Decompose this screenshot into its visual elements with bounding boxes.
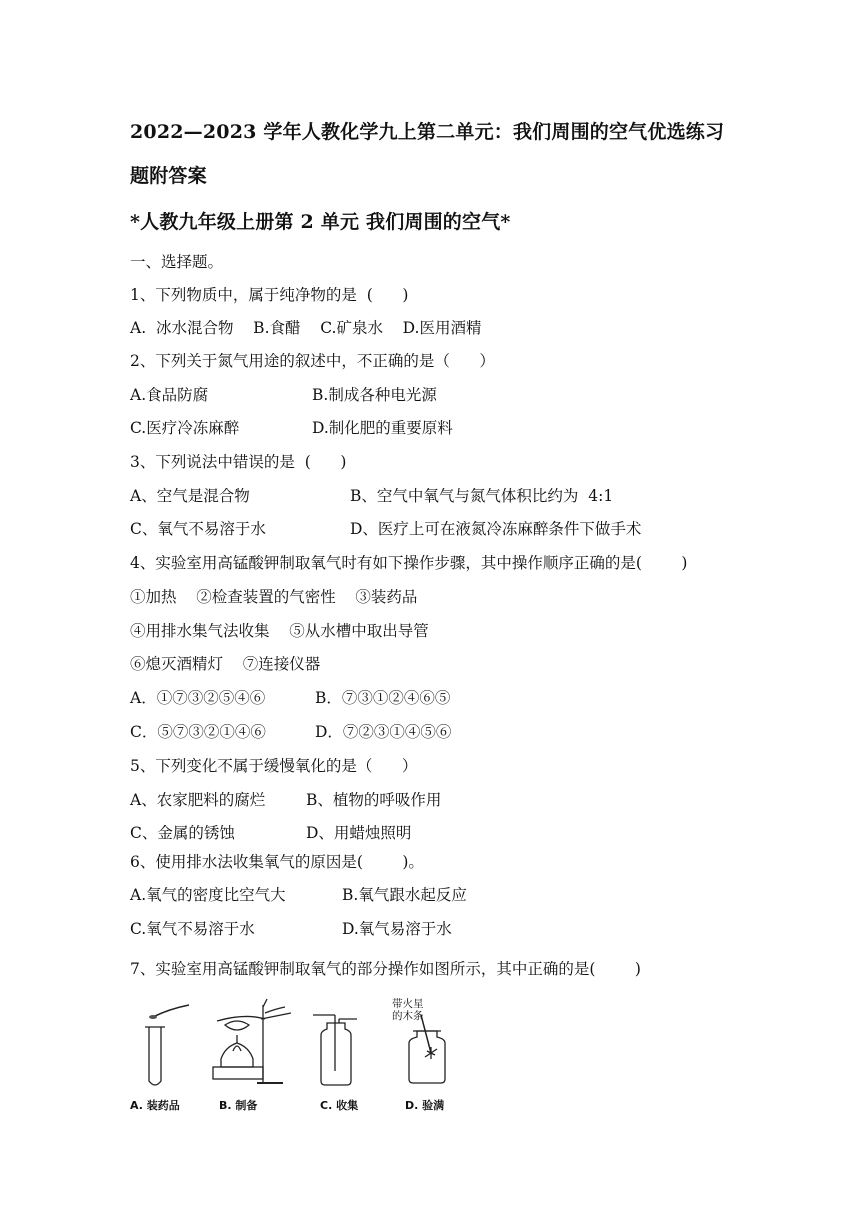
- collection-bottle-illustration: [313, 1015, 357, 1085]
- question-2-option-b: B.制成各种电光源: [312, 386, 437, 404]
- question-2-stem: 2、下列关于氮气用途的叙述中，不正确的是（ ）: [130, 352, 495, 370]
- question-5-option-d: D、用蜡烛照明: [306, 824, 412, 842]
- question-4-steps-1: ①加热 ②检查装置的气密性 ③装药品: [130, 588, 418, 606]
- splint-label-line-1: 带火星: [392, 998, 424, 1010]
- question-6-option-a: A.氧气的密度比空气大: [130, 886, 286, 904]
- question-4-steps-2: ④用排水集气法收集 ⑤从水槽中取出导管: [130, 622, 429, 640]
- document-title-line-2: 题附答案: [130, 165, 207, 187]
- question-3-option-a: A、空气是混合物: [130, 487, 250, 505]
- question-5-option-c: C、金属的锈蚀: [130, 824, 235, 842]
- question-4-option-d: D．⑦②③①④⑤⑥: [315, 723, 452, 741]
- verification-bottle-illustration: [409, 1015, 445, 1083]
- figure-caption-a: A. 装药品: [130, 1099, 180, 1112]
- question-7-stem: 7、实验室用高锰酸钾制取氧气的部分操作如图所示，其中正确的是( ): [130, 960, 641, 978]
- question-1-stem: 1、下列物质中，属于纯净物的是 ( ): [130, 286, 409, 304]
- question-3-stem: 3、下列说法中错误的是 ( ): [130, 453, 347, 471]
- question-2-option-a: A.食品防腐: [130, 386, 209, 404]
- question-4-steps-3: ⑥熄灭酒精灯 ⑦连接仪器: [130, 655, 321, 673]
- splint-label: [392, 998, 424, 1022]
- question-5-stem: 5、下列变化不属于缓慢氧化的是（ ）: [130, 757, 418, 775]
- question-3-option-d: D、医疗上可在液氮冷冻麻醉条件下做手术: [350, 520, 642, 538]
- question-4-stem: 4、实验室用高锰酸钾制取氧气时有如下操作步骤，其中操作顺序正确的是( ): [130, 554, 688, 572]
- question-5-option-b: B、植物的呼吸作用: [306, 791, 442, 809]
- figure-caption-c: C. 收集: [320, 1099, 359, 1112]
- question-2-option-d: D.制化肥的重要原料: [312, 419, 453, 437]
- question-6-option-c: C.氧气不易溶于水: [130, 920, 255, 938]
- document-title-line-1: 2022—2023 学年人教化学九上第二单元：我们周围的空气优选练习: [130, 121, 725, 143]
- question-6-option-b: B.氧气跟水起反应: [342, 886, 467, 904]
- question-1-options: A. 冰水混合物 B.食醋 C.矿泉水 D.医用酒精: [130, 319, 482, 337]
- document-subtitle: *人教九年级上册第 2 单元 我们周围的空气*: [130, 211, 511, 233]
- question-2-option-c: C.医疗冷冻麻醉: [130, 419, 240, 437]
- section-heading: 一、选择题。: [130, 253, 224, 271]
- question-3-option-c: C、氧气不易溶于水: [130, 520, 266, 538]
- question-6-option-d: D.氧气易溶于水: [342, 920, 452, 938]
- heating-apparatus-illustration: [213, 999, 291, 1083]
- figure-caption-d: D. 验满: [405, 1099, 445, 1112]
- question-4-option-b: B．⑦③①②④⑥⑤: [315, 689, 451, 707]
- question-4-option-c: C．⑤⑦③②①④⑥: [130, 723, 266, 741]
- question-3-option-b: B、空气中氧气与氮气体积比约为 4:1: [350, 487, 614, 505]
- question-5-option-a: A、农家肥料的腐烂: [130, 791, 266, 809]
- splint-label-line-2: 的木条: [392, 1010, 424, 1022]
- figure-caption-b: B. 制备: [219, 1099, 258, 1112]
- question-6-stem: 6、使用排水法收集氧气的原因是( )。: [130, 853, 424, 871]
- test-tube-spatula-illustration: [145, 1005, 189, 1085]
- question-4-option-a: A．①⑦③②⑤④⑥: [130, 689, 266, 707]
